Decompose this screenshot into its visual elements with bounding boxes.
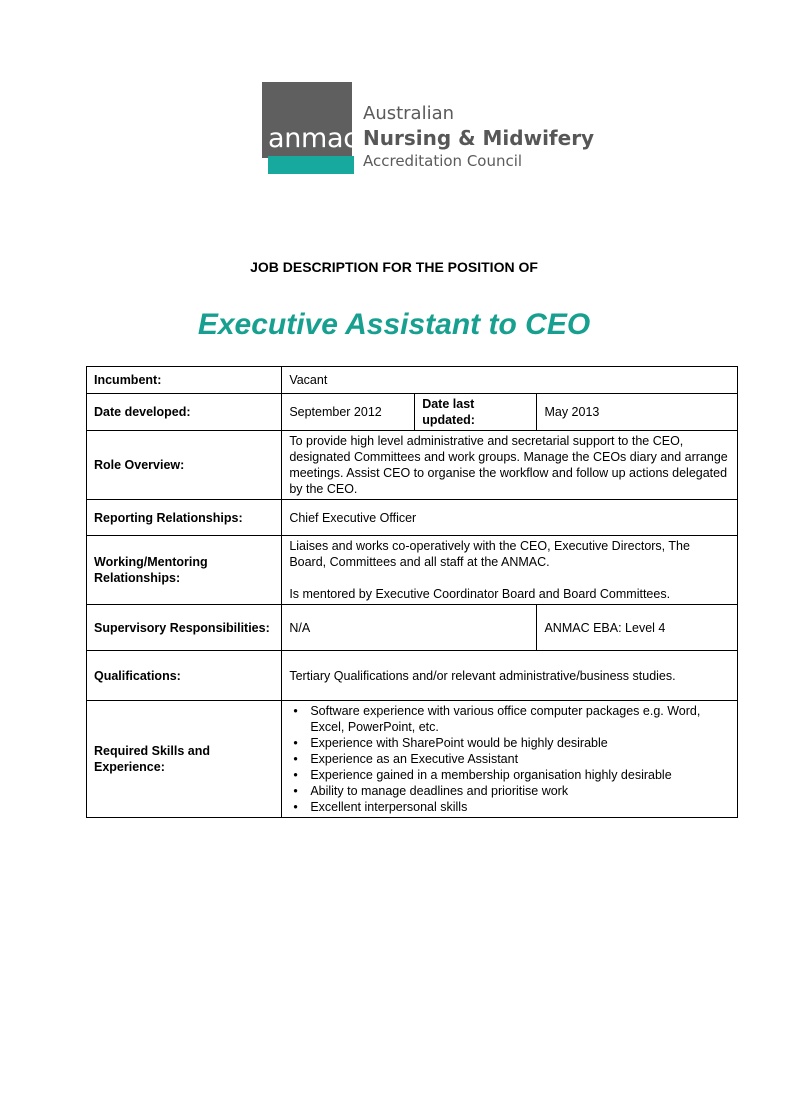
anmac-logo: [262, 82, 595, 178]
skill-item: • Excellent interpersonal skills: [289, 799, 730, 815]
role-overview-value: To provide high level administrative and secretarial support to the CEO, designated Committees and work groups. Manage the CEOs diary and arrange meetings. Assist CEO to organise the workflow and follow up actions delegated by the CEO.: [282, 431, 738, 500]
working-mentoring-para-1: Liaises and works co-operatively with the CEO, Executive Directors, The Board, Committees and all staff at the ANMAC.: [289, 539, 690, 569]
skill-item: • Experience with SharePoint would be highly desirable: [289, 735, 730, 751]
working-mentoring-value: [282, 536, 738, 605]
job-description-table: [86, 366, 738, 818]
supervisory-responsibilities-value: N/A: [282, 605, 537, 651]
row-incumbent: [87, 367, 738, 394]
anmac-eba-level: ANMAC EBA: Level 4: [537, 605, 738, 651]
document-title: Executive Assistant to CEO: [197, 308, 591, 341]
row-working-mentoring: [87, 536, 738, 605]
row-qualifications: [87, 651, 738, 701]
logo-line-accreditation-council: Accreditation Council: [363, 152, 523, 170]
date-last-updated-label: Date last updated:: [415, 394, 537, 431]
working-mentoring-label: Working/Mentoring Relationships:: [87, 536, 282, 605]
required-skills-label: Required Skills and Experience:: [87, 701, 282, 818]
logo-line-australian: Australian: [363, 103, 455, 124]
incumbent-label: Incumbent:: [87, 367, 282, 394]
date-developed-value: September 2012: [282, 394, 415, 431]
reporting-relationships-value: Chief Executive Officer: [282, 500, 738, 536]
date-developed-label: Date developed:: [87, 394, 282, 431]
logo-teal-bar: [268, 156, 354, 174]
logo-line-nursing-midwifery: Nursing & Midwifery: [363, 126, 595, 150]
logo-mark: anmac: [268, 123, 358, 154]
document-subtitle: JOB DESCRIPTION FOR THE POSITION OF: [250, 259, 538, 275]
skill-item: • Experience as an Executive Assistant: [289, 751, 730, 767]
paragraph-gap: [289, 570, 730, 586]
role-overview-label: Role Overview:: [87, 431, 282, 500]
skill-item: • Ability to manage deadlines and prioritise work: [289, 783, 730, 799]
qualifications-label: Qualifications:: [87, 651, 282, 701]
row-role-overview: [87, 431, 738, 500]
supervisory-responsibilities-label: Supervisory Responsibilities:: [87, 605, 282, 651]
row-required-skills: [87, 701, 738, 818]
row-reporting: [87, 500, 738, 536]
reporting-relationships-label: Reporting Relationships:: [87, 500, 282, 536]
date-last-updated-value: May 2013: [537, 394, 738, 431]
row-supervisory: [87, 605, 738, 651]
qualifications-value: Tertiary Qualifications and/or relevant administrative/business studies.: [282, 651, 738, 701]
skill-item: • Software experience with various office computer packages e.g. Word, Excel, PowerPoint, etc.: [289, 703, 730, 735]
row-dates: [87, 394, 738, 431]
incumbent-value: Vacant: [282, 367, 738, 394]
skill-item: • Experience gained in a membership organisation highly desirable: [289, 767, 730, 783]
working-mentoring-para-2: Is mentored by Executive Coordinator Board and Board Committees.: [289, 587, 671, 601]
required-skills-list: [282, 701, 738, 818]
